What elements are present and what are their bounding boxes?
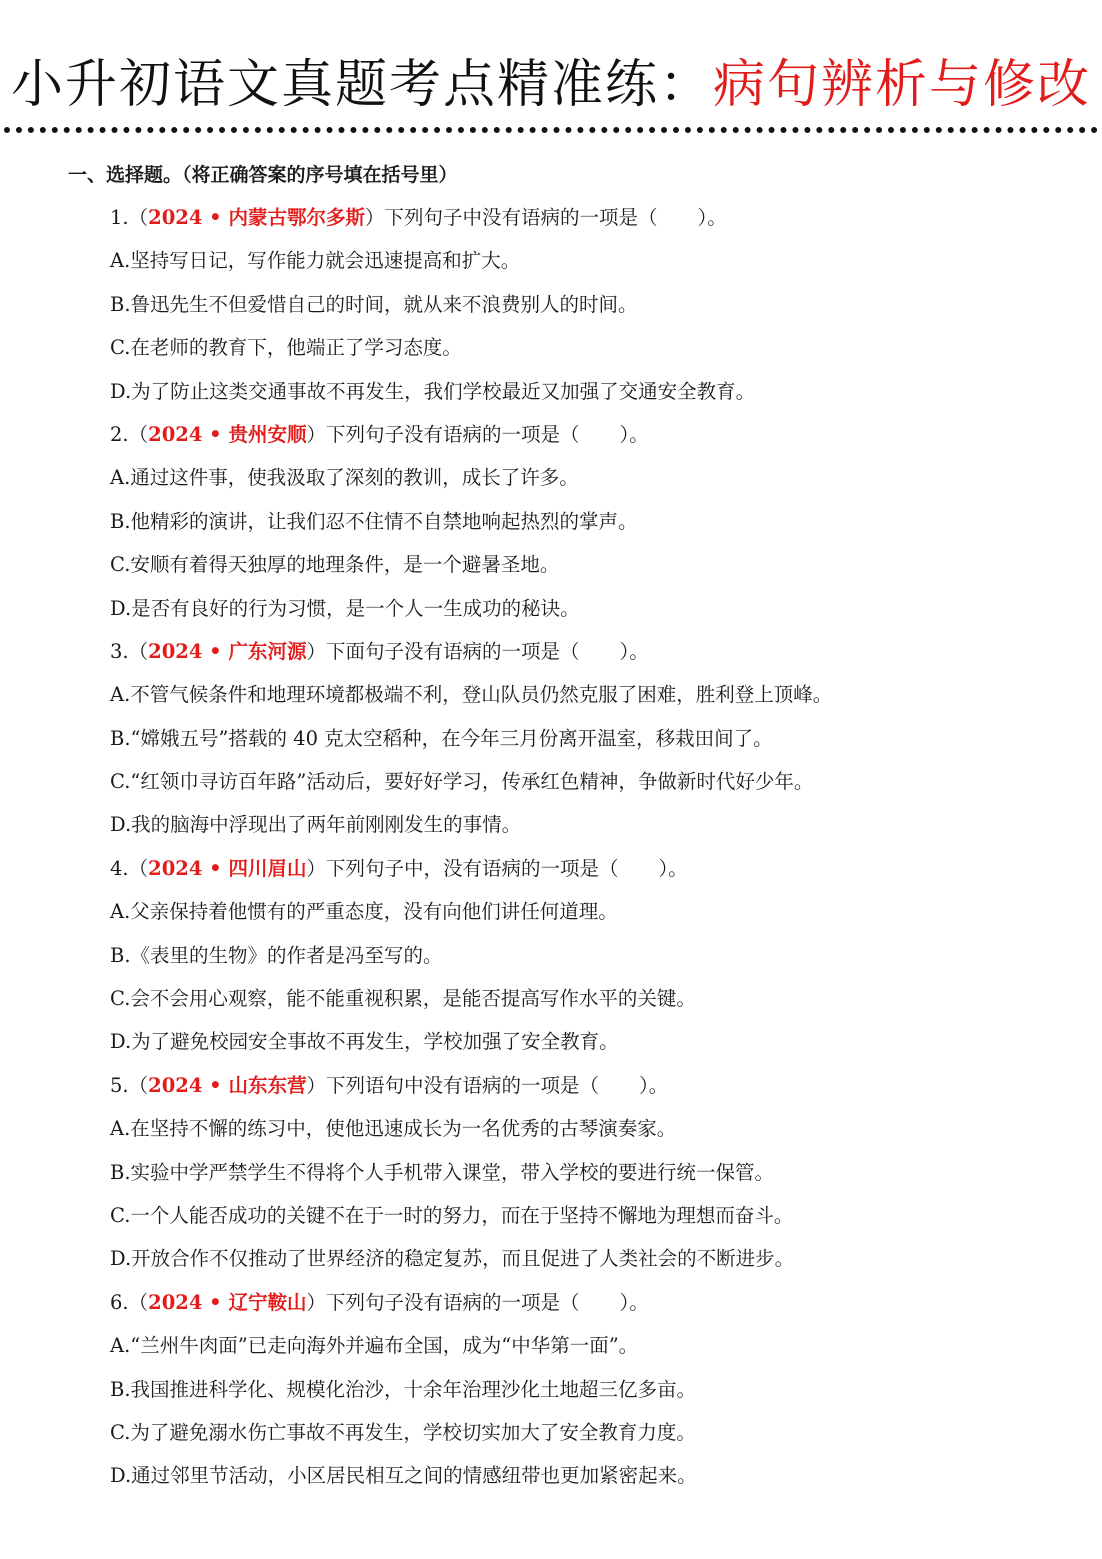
option-b: B.“嫦娥五号”搭载的 40 克太空稻种，在今年三月份离开温室，移栽田间了。: [110, 726, 773, 750]
question-text: 下列句子没有语病的一项是（: [325, 1290, 580, 1314]
option-a: A.父亲保持着他惯有的严重态度，没有向他们讲任何道理。: [110, 900, 618, 924]
option-d: D.开放合作不仅推动了世界经济的稳定复苏，而且促进了人类社会的不断进步。: [110, 1247, 795, 1271]
question-stem: [110, 1281, 1070, 1324]
option-a: A.坚持写日记，写作能力就会迅速提高和扩大。: [110, 249, 521, 273]
source-open: （: [128, 1290, 149, 1314]
option-c: C.一个人能否成功的关键不在于一时的努力，而在于坚持不懈地为理想而奋斗。: [110, 1203, 794, 1227]
source-open: （: [128, 206, 149, 229]
option-a: A.通过这件事，使我汲取了深刻的教训，成长了许多。: [110, 466, 579, 490]
source-close: ）: [306, 639, 326, 663]
question-end: ）。: [638, 1073, 669, 1097]
source-close: ）: [306, 422, 326, 446]
question-source: 2024 • 广东河源: [148, 639, 307, 663]
question-number: 1.: [110, 206, 129, 229]
option-a: A.不管气候条件和地理环境都极端不利，登山队员仍然克服了困难，胜利登上顶峰。: [110, 683, 833, 707]
source-close: ）: [306, 1073, 326, 1097]
question-number: 6.: [110, 1290, 129, 1314]
option-d: D.是否有良好的行为习惯，是一个人一生成功的秘诀。: [110, 596, 580, 620]
option-c: C.在老师的教育下，他端正了学习态度。: [110, 336, 462, 360]
question-end: ）。: [619, 639, 649, 663]
question-text: 下列句子没有语病的一项是（: [325, 422, 580, 446]
question-end: ）。: [658, 856, 688, 880]
option-b: B.我国推进科学化、规模化治沙，十余年治理沙化土地超三亿多亩。: [110, 1377, 697, 1401]
option-b: B.他精彩的演讲，让我们忍不住情不自禁地响起热烈的掌声。: [110, 509, 638, 533]
question-number: 5.: [110, 1073, 129, 1097]
source-close: ）: [306, 1290, 326, 1314]
question-source: 2024 • 四川眉山: [148, 856, 307, 880]
source-open: （: [128, 639, 149, 663]
question-source: 2024 • 山东东营: [148, 1073, 307, 1097]
question-text: 下列句子中，没有语病的一项是（: [325, 856, 619, 880]
question-text: 下面句子没有语病的一项是（: [325, 639, 580, 663]
option-c: C.安顺有着得天独厚的地理条件，是一个避暑圣地。: [110, 553, 560, 577]
question-stem: [110, 196, 1070, 239]
option-b: B.实验中学严禁学生不得将个人手机带入课堂，带入学校的要进行统一保管。: [110, 1160, 775, 1184]
page-title: [0, 50, 1102, 120]
question-end: ）。: [619, 1290, 649, 1314]
option-a: A.“兰州牛肉面”已走向海外并遍布全国，成为“中华第一面”。: [110, 1334, 639, 1358]
title-topic: 病句辨析与修改: [713, 55, 1092, 115]
section-heading: 一、选择题。（将正确答案的序号填在括号里）: [68, 164, 458, 186]
source-close: ）: [306, 856, 326, 880]
option-c: C.“红领巾寻访百年路”活动后，要好好学习，传承红色精神，争做新时代好少年。: [110, 770, 814, 794]
question-number: 2.: [110, 422, 129, 446]
question-end: ）。: [619, 422, 649, 446]
question-stem: [110, 630, 1070, 673]
question-stem: [110, 413, 1070, 456]
question-number: 4.: [110, 856, 129, 880]
option-c: C.为了避免溺水伤亡事故不再发生，学校切实加大了安全教育力度。: [110, 1420, 696, 1444]
option-d: D.我的脑海中浮现出了两年前刚刚发生的事情。: [110, 813, 522, 837]
option-b: B.鲁迅先生不但爱惜自己的时间，就从来不浪费别人的时间。: [110, 292, 638, 316]
option-d: D.通过邻里节活动，小区居民相互之间的情感纽带也更加紧密起来。: [110, 1464, 697, 1488]
question-end: ）。: [697, 206, 727, 229]
question-stem: [110, 847, 1070, 890]
option-d: D.为了防止这类交通事故不再发生，我们学校最近又加强了交通安全教育。: [110, 379, 756, 403]
option-d: D.为了避免校园安全事故不再发生，学校加强了安全教育。: [110, 1030, 619, 1054]
question-list: [110, 196, 1070, 1498]
source-close: ）: [364, 206, 385, 229]
question-source: 2024 • 内蒙古鄂尔多斯: [148, 206, 365, 229]
question-number: 3.: [110, 639, 129, 663]
question-source: 2024 • 贵州安顺: [148, 422, 307, 446]
question-text: 下列句子中没有语病的一项是（: [384, 206, 658, 229]
option-c: C.会不会用心观察，能不能重视积累，是能否提高写作水平的关键。: [110, 987, 696, 1011]
option-a: A.在坚持不懈的练习中，使他迅速成长为一名优秀的古琴演奏家。: [110, 1117, 677, 1141]
question-source: 2024 • 辽宁鞍山: [148, 1290, 307, 1314]
source-open: （: [128, 422, 149, 446]
dotted-divider: [4, 127, 1098, 133]
question-text: 下列语句中没有语病的一项是（: [325, 1073, 599, 1097]
source-open: （: [128, 856, 149, 880]
title-main: 小升初语文真题考点精准练：: [10, 55, 713, 115]
question-stem: [110, 1064, 1070, 1107]
source-open: （: [128, 1073, 149, 1097]
option-b: B.《表里的生物》的作者是冯至写的。: [110, 943, 443, 967]
